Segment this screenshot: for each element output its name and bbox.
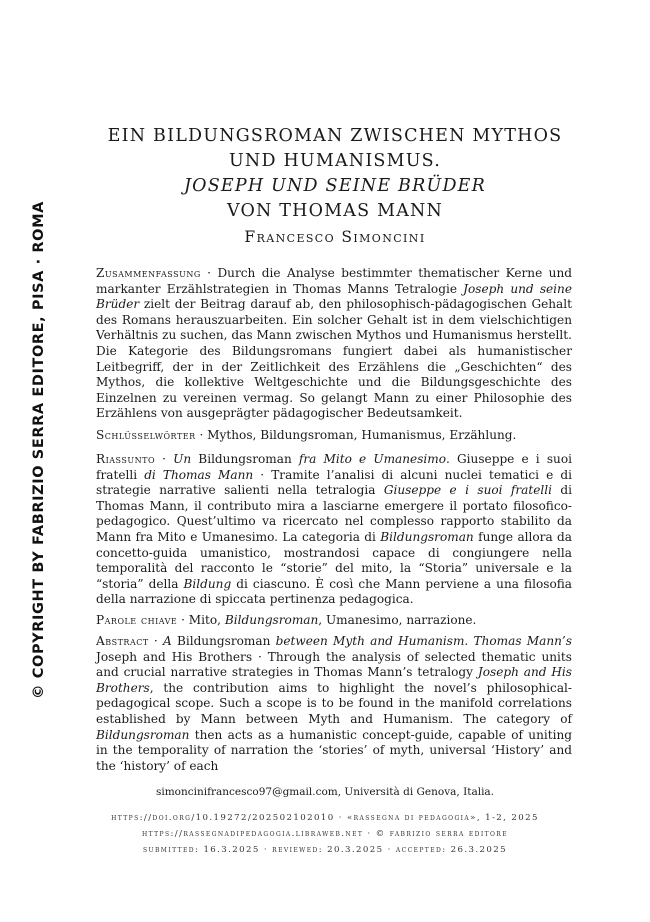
title-line-4: VON THOMAS MANN: [226, 201, 444, 221]
riassunto-italic: Giuseppe e i suoi fratelli: [383, 483, 552, 498]
abstract-section: [96, 634, 572, 774]
abstract-italic: Bildungsroman: [96, 727, 190, 742]
schluesselwoerter-paragraph: [96, 428, 572, 444]
schluesselwoerter-section: [96, 428, 572, 444]
title-line-3: JOSEPH UND SEINE BRÜDER: [183, 176, 487, 196]
riassunto-italic: fra Mito e Umanesimo: [298, 452, 447, 466]
riassunto-paragraph: [96, 452, 572, 608]
parole-chiave-italic: Bildungsroman: [224, 613, 319, 627]
riassunto-italic: Bildung: [183, 576, 232, 591]
zusammenfassung-text: · Durch die Analyse bestimmter thematischer Kerne und markanter Erzählstrategien in Thomas Manns Tetralogie: [96, 266, 572, 296]
riassunto-italic: Un: [173, 452, 192, 466]
zusammenfassung-paragraph: [96, 266, 572, 422]
parole-chiave-label: Parole chiave: [96, 613, 178, 627]
zusammenfassung-text: zielt der Beitrag darauf ab, den philosophisch-pädagogischen Gehalt des Romans herauszuarbeiten. Ein solcher Gehalt ist in dem vielschichtigen Verhältnis zu suchen, das Mann zwischen Mythos und Humanismus herstellt. Die Kategorie des Bildungsromans fungiert dabei als humanistischer Leitbegriff, der in der Zeitlichkeit des Erzählens die „Geschichten“ des Mythos, die kollektive Weltgeschichte und die Bildungsgeschichte des Einzelnen zu vereinen vermag. So gelangt Mann zu einer Philosophie des Erzählens von ausgeprägter pädagogischer Bedeutsamkeit.: [96, 297, 572, 421]
schluesselwoerter-label: Schlüsselwörter: [96, 428, 196, 442]
riassunto-section: [96, 452, 572, 608]
abstract-label: Abstract: [96, 634, 149, 648]
abstract-text: then acts as a humanistic concept-guide, capable of uniting in the temporality of narration the ‘stories’ of myth, universal ‘History’ and the ‘history’ of each: [96, 727, 572, 773]
riassunto-text: Bildungsroman: [191, 452, 299, 466]
parole-chiave-text: , Umanesimo, narrazione.: [318, 613, 477, 627]
riassunto-italic: di Thomas Mann: [144, 467, 254, 482]
website-line: https://rassegnadipedagogia.libraweb.net · © fabrizio serra editore: [141, 829, 509, 839]
author-email-affiliation: simoncinifrancesco97@gmail.com, Università di Genova, Italia.: [155, 786, 495, 798]
riassunto-text: · Tramite l’analisi di alcuni nuclei tematici e di strategie narrative salienti nella tetralogia: [96, 467, 572, 498]
schluesselwoerter-text: · Mythos, Bildungsroman, Humanismus, Erzählung.: [195, 428, 517, 442]
abstract-italic: between Myth and Humanism. Thomas Mann’s: [275, 634, 572, 648]
abstract-text: , the contribution aims to highlight the novel’s philosophical-pedagogical scope. Such a scope is to be found in the manifold correlations established by Mann between Myth and Humanism. The category of: [96, 680, 572, 726]
parole-chiave-section: [96, 613, 572, 629]
zusammenfassung-section: [96, 266, 572, 422]
doi-line: https://doi.org/10.19272/202502102010 · «rassegna di pedagogia», 1-2, 2025: [111, 813, 539, 823]
title-line-2: UND HUMANISMUS.: [228, 151, 442, 171]
zusammenfassung-label: Zusammenfassung: [96, 266, 201, 280]
abstract-italic: A: [162, 634, 172, 648]
riassunto-text: di Thomas Mann, il contributo mira a lasciarne emergere il portato filosofico-pedagogico. Quest’ultimo va ricercato nel complesso rapporto stabilito da Mann fra Mito e Umanesimo. La categoria di: [96, 483, 572, 544]
riassunto-italic: Bildungsroman: [380, 529, 474, 544]
copyright-notice: © COPYRIGHT BY FABRIZIO SERRA EDITORE, PISA · ROMA: [31, 201, 47, 699]
abstract-text: Joseph and His Brothers · Through the analysis of selected thematic units and crucial narrative strategies in Thomas Mann’s tetralogy: [96, 649, 572, 680]
riassunto-text: ·: [155, 452, 174, 466]
abstract-paragraph: [96, 634, 572, 774]
abstract-text: ·: [148, 634, 163, 648]
copyright-sidebar: [26, 201, 52, 699]
parole-chiave-paragraph: [96, 613, 572, 629]
parole-chiave-text: · Mito,: [177, 613, 225, 627]
submission-dates-line: submitted: 16.3.2025 · reviewed: 20.3.2025 · accepted: 26.3.2025: [143, 845, 507, 855]
zusammenfassung-italic: Joseph und seine Brüder: [96, 281, 573, 312]
author-name: Francesco Simoncini: [244, 228, 426, 246]
abstract-italic: Joseph and His Brothers: [96, 665, 572, 695]
riassunto-label: Riassunto: [96, 452, 156, 466]
riassunto-text: . Giuseppe e i suoi fratelli: [96, 452, 572, 482]
title-line-1: EIN BILDUNGSROMAN ZWISCHEN MYTHOS: [107, 126, 563, 146]
riassunto-text: di ciascuno. È così che Mann perviene a una filosofia della narrazione di spiccata pertinenza pedagogica.: [96, 576, 572, 607]
riassunto-text: funge allora da concetto-guida umanistico, mostrandosi capace di congiungere nella temporalità del racconto le “storie” del mito, la “Storia” universale e la “storia” della: [96, 529, 573, 591]
article-title: [80, 124, 590, 224]
abstract-text: Bildungsroman: [171, 634, 276, 648]
